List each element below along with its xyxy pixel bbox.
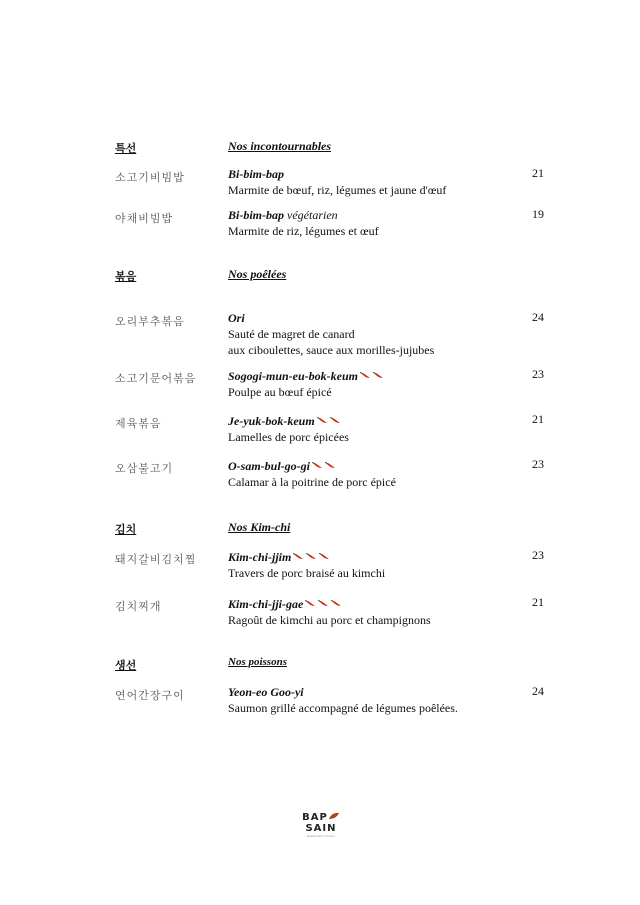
section-korean-title: 생선 [115,659,137,672]
dish-name: Kim-chi-jjim [228,550,292,564]
dish-korean-name: 소고기비빔밥 [115,171,185,184]
chili-pepper-icon [331,595,342,602]
dish-description: Marmite de riz, légumes et œuf [228,224,379,238]
logo-subtitle: Restaurant Coréen [306,834,336,838]
chili-pepper-icon [325,457,336,464]
dish-price: 21 [532,166,544,180]
dish-description: Marmite de bœuf, riz, légumes et jaune d'œuf [228,183,447,197]
menu-item [228,457,396,490]
dish-title-line [228,548,385,565]
section-title: Nos poissons [228,656,287,668]
dish-name: Yeon-eo Goo-yi [228,685,304,699]
dish-title-line [228,367,384,384]
menu-item [228,367,384,400]
dish-name: Bi-bim-bap [228,167,284,181]
section-title: Nos poêlées [228,267,287,281]
dish-name: Sogogi-mun-eu-bok-keum [228,369,359,383]
section-title: Nos Kim-chi [228,520,291,534]
dish-name: Je-yuk-bok-keum [228,414,315,428]
dish-title-line [228,207,379,223]
leaf-icon [328,812,340,820]
menu-item [228,595,431,628]
dish-price: 23 [532,367,544,381]
menu-item [228,412,349,445]
chili-pepper-icon [373,367,384,374]
chili-pepper-icon [360,367,371,374]
dish-korean-name: 소고기문어볶음 [115,372,197,385]
dish-description: Ragoût de kimchi au porc et champignons [228,613,431,627]
dish-korean-name: 야채비빔밥 [115,212,174,225]
dish-title-line [228,595,431,612]
section-korean-title: 김치 [115,523,137,536]
dish-name: Ori [228,311,245,325]
dish-korean-name: 김치찌개 [115,600,162,613]
dish-description: Travers de porc braisé au kimchi [228,566,386,580]
dish-description: Sauté de magret de canard [228,327,355,341]
section-title: Nos incontournables [228,139,332,153]
dish-korean-name: 오삼불고기 [115,462,174,475]
dish-price: 19 [532,207,544,221]
dish-price: 24 [532,684,544,698]
menu-item [228,548,385,581]
chili-pepper-icon [293,548,304,555]
dish-price: 24 [532,310,544,324]
dish-price: 23 [532,457,544,471]
dish-korean-name: 연어간장구이 [115,689,185,702]
dish-price: 21 [532,595,544,609]
dish-price: 23 [532,548,544,562]
dish-korean-name: 제육볶음 [115,417,162,430]
chili-pepper-icon [318,595,329,602]
dish-korean-name: 오리부추볶음 [115,315,185,328]
dish-title-line [228,457,396,474]
dish-description: Lamelles de porc épicées [228,430,349,444]
chili-pepper-icon [306,548,317,555]
dish-korean-name: 돼지갈비김치찜 [115,553,197,566]
menu-item [228,166,446,198]
dish-description: aux ciboulettes, sauce aux morilles-jujubes [228,343,435,357]
dish-title-line [228,166,446,182]
dish-title-line [228,310,434,326]
dish-name: Bi-bim-bap [228,208,284,222]
dish-description: Poulpe au bœuf épicé [228,385,332,399]
dish-qualifier: végétarien [287,208,338,222]
dish-name: Kim-chi-jji-gae [228,597,304,611]
dish-name: O-sam-bul-go-gi [228,459,310,473]
chili-pepper-icon [319,548,330,555]
chili-pepper-icon [317,412,328,419]
menu-item [228,684,458,716]
dish-price: 21 [532,412,544,426]
menu-item [228,310,434,358]
chili-pepper-icon [305,595,316,602]
dish-description: Saumon grillé accompagné de légumes poêlées. [228,701,458,715]
dish-title-line [228,684,458,700]
section-korean-title: 볶음 [115,270,137,283]
section-korean-title: 특선 [115,142,137,155]
chili-pepper-icon [330,412,341,419]
menu-item [228,207,379,239]
bap-sain-logo: BAPSAIN Restaurant Coréen [290,812,352,838]
dish-description: Calamar à la poitrine de porc épicé [228,475,396,489]
dish-title-line [228,412,349,429]
chili-pepper-icon [312,457,323,464]
